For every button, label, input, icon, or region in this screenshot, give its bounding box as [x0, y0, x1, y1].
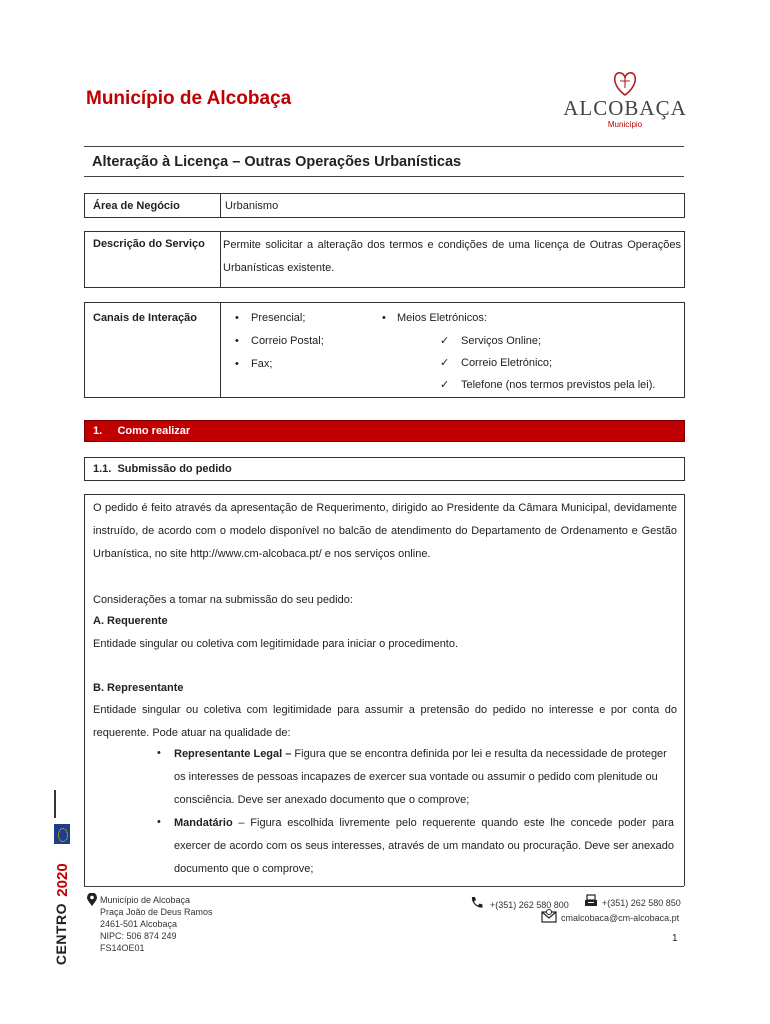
logo-name: ALCOBAÇA	[563, 96, 687, 120]
service-description-value: Permite solicitar a alteração dos termos e condições de uma licença de Outras Operações Urbanísticas existente.	[223, 239, 681, 274]
representative-title: B. Representante	[93, 682, 184, 694]
location-pin-icon	[86, 893, 98, 907]
eu-flag-icon	[54, 824, 70, 844]
title-bottom-rule	[84, 176, 684, 177]
service-description-label: Descrição do Serviço	[93, 238, 205, 250]
bullet-icon: •	[235, 358, 239, 370]
business-area-label: Área de Negócio	[93, 200, 180, 212]
municipality-title: Município de Alcobaça	[86, 88, 292, 109]
legal-representative-term: Representante Legal –	[174, 748, 292, 760]
bullet-icon: •	[157, 747, 161, 759]
bullet-icon: •	[157, 816, 161, 828]
business-area-value: Urbanismo	[225, 200, 279, 212]
centro2020-label: CENTRO	[53, 902, 69, 966]
interaction-channels-label: Canais de Interação	[93, 312, 197, 324]
business-area-row	[84, 193, 685, 218]
considerations-text: Considerações a tomar na submissão do seu pedido:	[93, 594, 353, 606]
channel-electronic-item: Correio Eletrónico;	[461, 357, 553, 369]
bullet-icon: •	[382, 312, 386, 324]
document-title: Alteração à Licença – Outras Operações Urbanísticas	[92, 154, 462, 170]
bullet-icon: •	[235, 312, 239, 324]
subsection-submission-title: 1.1. Submissão do pedido	[93, 463, 232, 475]
footer-address-line: Praça João de Deus Ramos	[100, 907, 213, 917]
channel-electronic-title: Meios Eletrónicos:	[397, 312, 487, 324]
checkmark-icon: ✓	[440, 357, 450, 369]
attorney-term: Mandatário	[174, 817, 233, 829]
footer-address-line: FS14OE01	[100, 943, 145, 953]
footer-fax: +(351) 262 580 850	[602, 898, 681, 908]
channel-electronic-item: Telefone (nos termos previstos pela lei).	[461, 379, 656, 391]
checkmark-icon: ✓	[440, 379, 450, 391]
section-how-to-title: 1. Como realizar	[93, 425, 191, 437]
requester-title: A. Requerente	[93, 615, 168, 627]
footer-address-line: 2461-501 Alcobaça	[100, 919, 178, 929]
subsection-submission-header	[84, 457, 685, 481]
representative-text: Entidade singular ou coletiva com legitimidade para assumir a pretensão do pedido no interesse e por conta do requerente. Pode atuar na qualidade de:	[93, 704, 677, 739]
channel-electronic-item: Serviços Online;	[461, 335, 542, 347]
title-top-rule	[84, 146, 684, 147]
service-description-row	[84, 231, 685, 288]
fax-icon	[584, 894, 598, 908]
channel-item: Fax;	[251, 358, 273, 370]
attorney-text: – Figura escolhida livremente pelo requerente quando este lhe concede poder para exercer de acordo com os seus interesses, através de um mandato ou procuração. Deve ser anexado documento que o comprove;	[174, 817, 674, 875]
submission-content-box	[84, 494, 685, 886]
footer-address-line: Município de Alcobaça	[100, 895, 191, 905]
legal-representative-text: Figura que se encontra definida por lei e resulta da necessidade de proteger os interesses de pessoas incapazes de exercer sua vontade ou assumir o pedido com plenitude ou consciência. Deve ser anexado documento que o comprove;	[174, 748, 667, 806]
footer-address-line: NIPC: 506 874 249	[100, 931, 177, 941]
bullet-icon: •	[235, 335, 239, 347]
phone-icon	[470, 896, 483, 909]
heart-logo-icon	[560, 68, 690, 98]
requester-text: Entidade singular ou coletiva com legitimidade para iniciar o procedimento.	[93, 638, 459, 650]
checkmark-icon: ✓	[440, 335, 450, 347]
interaction-channels-row	[84, 302, 685, 398]
page-number: 1	[672, 933, 678, 944]
section-how-to-header	[84, 420, 685, 442]
footer-address	[100, 894, 213, 954]
legal-representative-item	[174, 743, 674, 812]
funding-logos-strip	[52, 790, 74, 966]
portugal2020-label: 2020	[54, 863, 71, 897]
channel-item: Presencial;	[251, 312, 306, 324]
alcobaca-logo	[560, 68, 690, 130]
email-icon	[541, 909, 557, 923]
footer-email: cmalcobaca@cm-alcobaca.pt	[561, 913, 680, 923]
footer-phone: +(351) 262 580 800	[490, 900, 569, 910]
attorney-item	[174, 812, 674, 881]
portugal-logo-icon	[54, 790, 72, 818]
logo-subtitle: Município	[607, 120, 643, 129]
channel-item: Correio Postal;	[251, 335, 324, 347]
footer-rule	[84, 886, 684, 887]
submission-intro-text: O pedido é feito através da apresentação de Requerimento, dirigido ao Presidente da Câmara Municipal, devidamente instruído, de acordo com o modelo disponível no balcão de atendimento do Departamento de Ordenamento e Gestão Urbanística, no site http://www.cm-alcobaca.pt/ e nos serviços online.	[93, 502, 677, 560]
